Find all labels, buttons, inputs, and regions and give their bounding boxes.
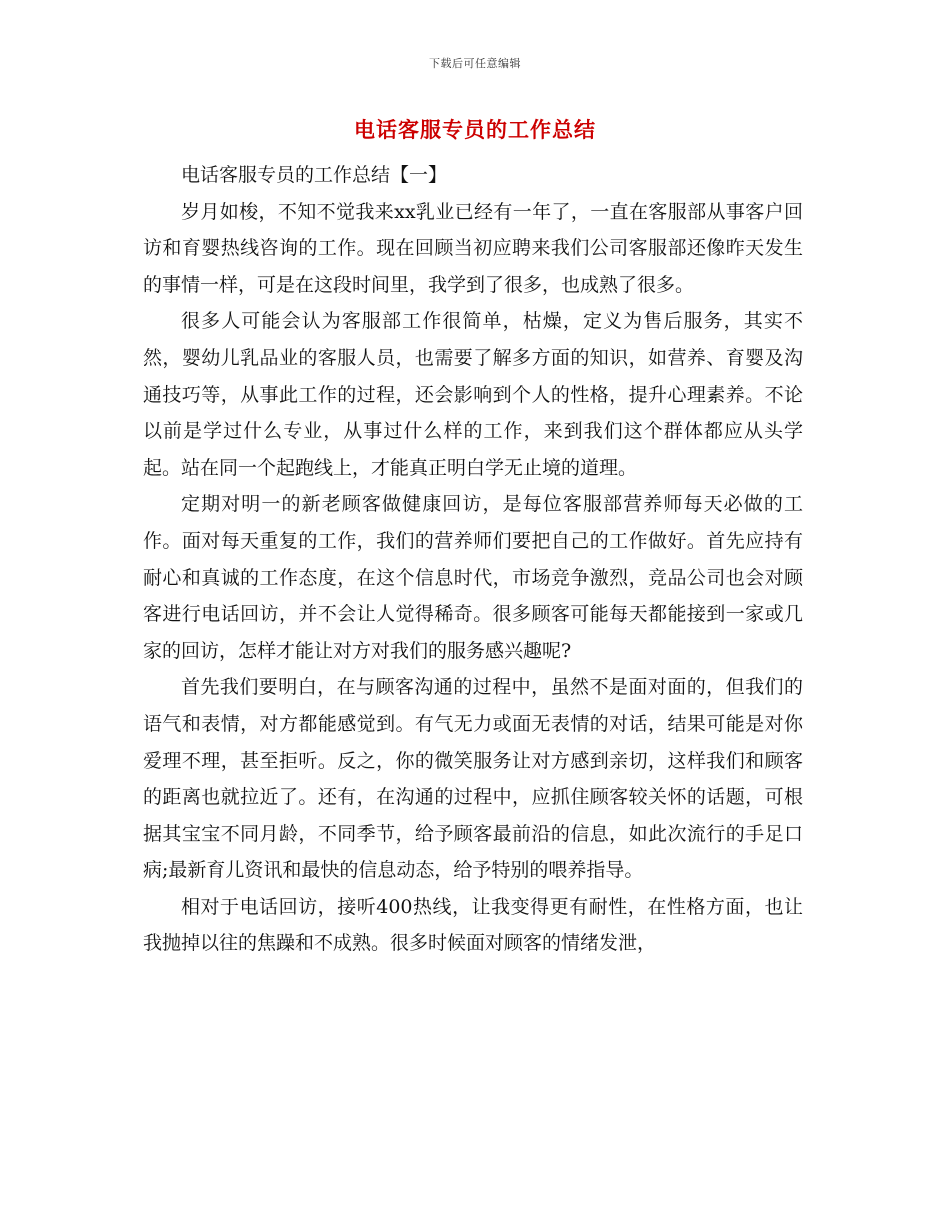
document-body bbox=[143, 157, 803, 962]
paragraph: 首先我们要明白，在与顾客沟通的过程中，虽然不是面对面的，但我们的语气和表情，对方都能感觉到。有气无力或面无表情的对话，结果可能是对你爱理不理，甚至拒听。反之，你的微笑服务让对方感到亲切，这样我们和顾客的距离也就拉近了。还有，在沟通的过程中，应抓住顾客较关怀的话题，可根据其宝宝不同月龄，不同季节，给予顾客最前沿的信息，如此次流行的手足口病;最新育儿资讯和最快的信息动态，给予特别的喂养指导。 bbox=[143, 676, 803, 882]
paragraph: 定期对明一的新老顾客做健康回访，是每位客服部营养师每天必做的工作。面对每天重复的工作，我们的营养师们要把自己的工作做好。首先应持有耐心和真诚的工作态度，在这个信息时代，市场竞争激烈，竞品公司也会对顾客进行电话回访，并不会让人觉得稀奇。很多顾客可能每天都能接到一家或几家的回访，怎样才能让对方对我们的服务感兴趣呢? bbox=[143, 493, 803, 662]
document-title: 电话客服专员的工作总结 bbox=[354, 117, 596, 142]
header-note: 下载后可任意编辑 bbox=[429, 57, 521, 70]
section-heading: 电话客服专员的工作总结【一】 bbox=[181, 164, 448, 186]
paragraph: 岁月如梭，不知不觉我来xx乳业已经有一年了，一直在客服部从事客户回访和育婴热线咨询的工作。现在回顾当初应聘来我们公司客服部还像昨天发生的事情一样，可是在这段时间里，我学到了很多，也成熟了很多。 bbox=[143, 200, 803, 296]
paragraph: 很多人可能会认为客服部工作很简单，枯燥，定义为售后服务，其实不然，婴幼儿乳品业的客服人员，也需要了解多方面的知识，如营养、育婴及沟通技巧等，从事此工作的过程，还会影响到个人的性格，提升心理素养。不论以前是学过什么专业，从事过什么样的工作，来到我们这个群体都应从头学起。站在同一个起跑线上，才能真正明白学无止境的道理。 bbox=[143, 310, 803, 479]
paragraph: 相对于电话回访，接听400热线，让我变得更有耐性，在性格方面，也让我抛掉以往的焦躁和不成熟。很多时候面对顾客的情绪发泄， bbox=[143, 895, 803, 955]
